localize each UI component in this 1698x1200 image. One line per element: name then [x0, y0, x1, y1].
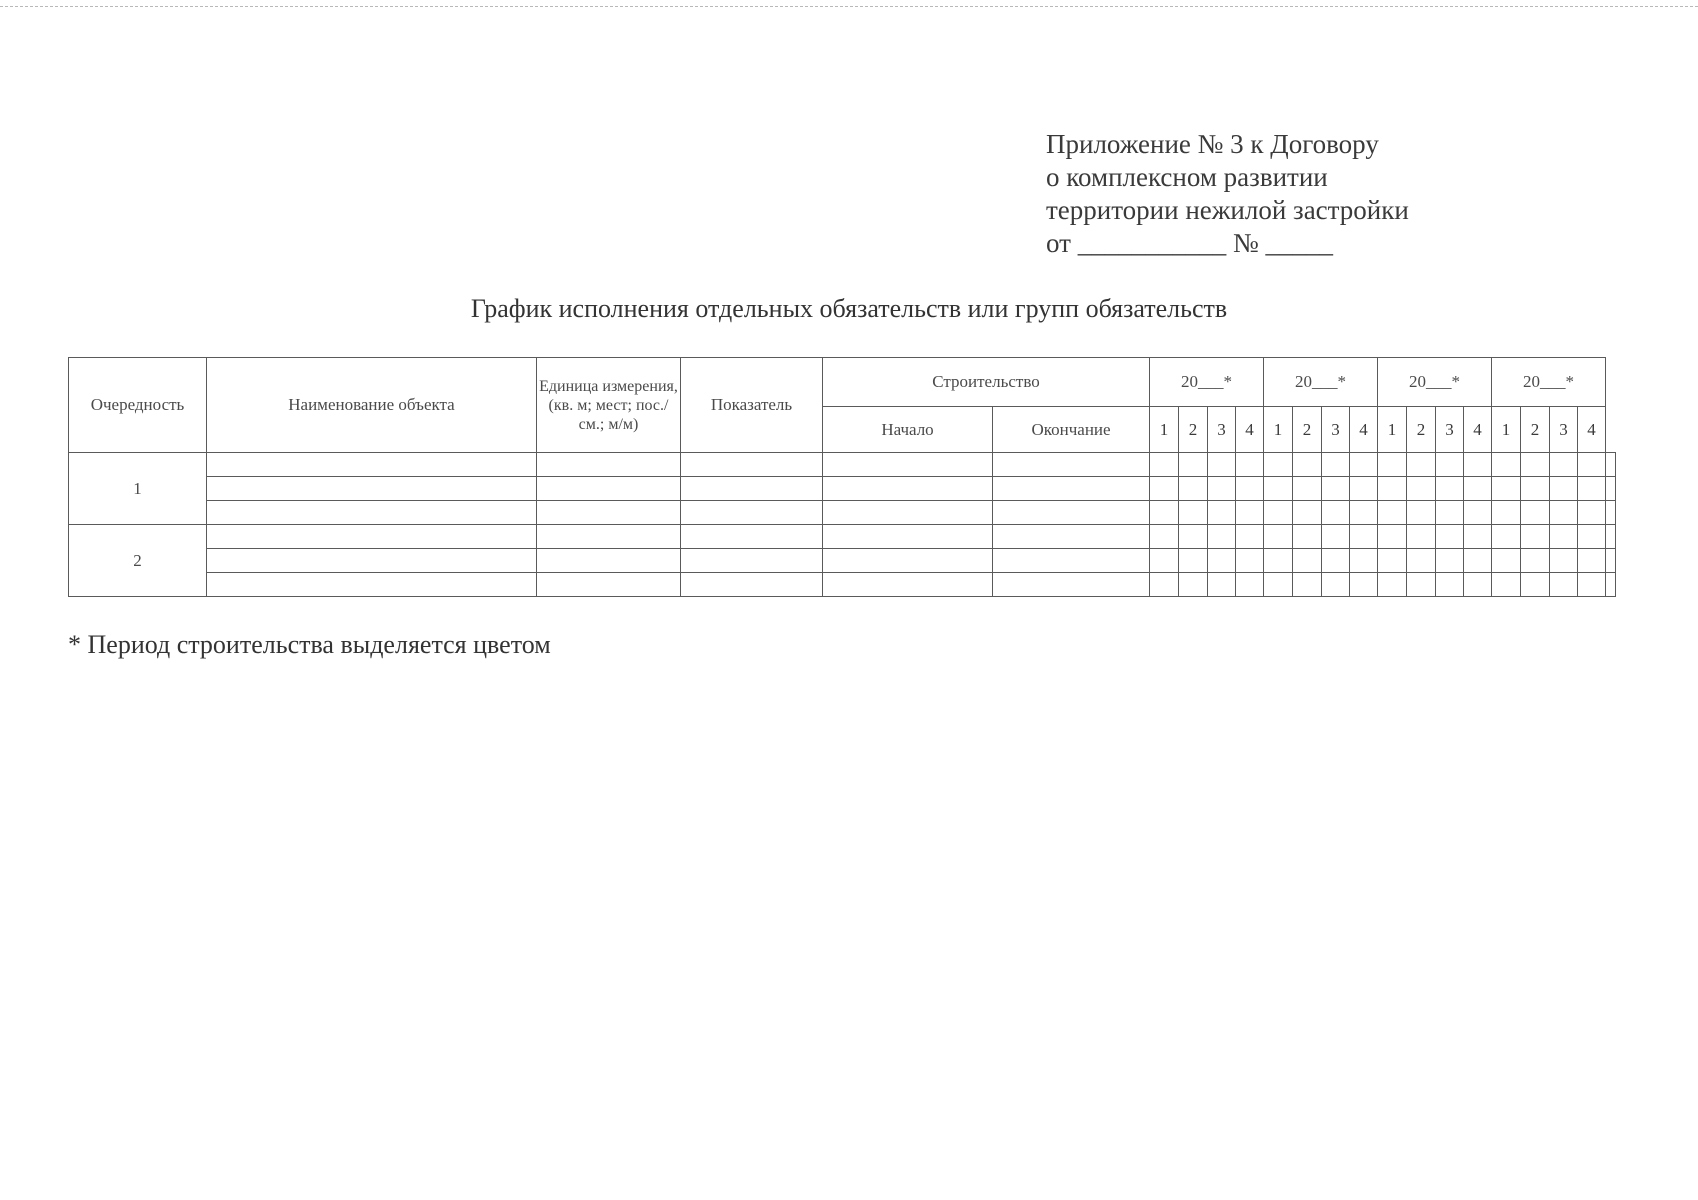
table-cell [1179, 477, 1208, 501]
table-cell [1550, 573, 1578, 597]
table-cell [1350, 501, 1378, 525]
header-order: Очередность [69, 358, 207, 453]
table-cell [1378, 525, 1407, 549]
table-cell [1407, 501, 1436, 525]
table-cell [1179, 453, 1208, 477]
appendix-header [1046, 128, 1409, 260]
table-cell [1492, 477, 1521, 501]
table-cell [207, 453, 537, 477]
table-cell [1578, 501, 1606, 525]
table-cell [1407, 573, 1436, 597]
quarter-label: 4 [1464, 407, 1492, 453]
table-cell [1236, 453, 1264, 477]
header-end: Окончание [993, 407, 1150, 453]
table-cell [1264, 573, 1293, 597]
table-cell [1464, 453, 1492, 477]
table-cell [1492, 501, 1521, 525]
table-cell [1350, 573, 1378, 597]
header-unit: Единица измерения, (кв. м; мест; пос./см.; м/м) [537, 358, 681, 453]
table-cell [1150, 525, 1179, 549]
table-cell [681, 453, 823, 477]
table-cell [1208, 453, 1236, 477]
table-cell [1521, 525, 1550, 549]
table-cell [1150, 501, 1179, 525]
table-cell [1436, 501, 1464, 525]
table-cell [1378, 453, 1407, 477]
table-cell [681, 573, 823, 597]
table-cell [1236, 525, 1264, 549]
table-cell [1521, 549, 1550, 573]
table-cell [1179, 573, 1208, 597]
quarter-label: 3 [1208, 407, 1236, 453]
table-cell [1521, 501, 1550, 525]
table-cell [1236, 549, 1264, 573]
table-cell [1264, 525, 1293, 549]
header-year-4: 20___* [1492, 358, 1606, 407]
appendix-line-1: Приложение № 3 к Договору [1046, 129, 1379, 159]
table-cell [1578, 477, 1606, 501]
quarter-label: 2 [1407, 407, 1436, 453]
header-year-2: 20___* [1264, 358, 1378, 407]
table-cell [1322, 573, 1350, 597]
table-cell [823, 501, 993, 525]
header-object-name: Наименование объекта [207, 358, 537, 453]
table-cell [537, 453, 681, 477]
table-cell [823, 573, 993, 597]
document-title: График исполнения отдельных обязательств или групп обязательств [470, 294, 1228, 323]
table-cell [537, 525, 681, 549]
table-cell [207, 501, 537, 525]
table-cell [1208, 549, 1236, 573]
quarter-label: 1 [1264, 407, 1293, 453]
table-cell [1436, 549, 1464, 573]
table-cell [1322, 453, 1350, 477]
table-cell [1492, 525, 1521, 549]
table-cell [1322, 501, 1350, 525]
table-cell [1150, 573, 1179, 597]
table-cell [1492, 549, 1521, 573]
quarter-label: 4 [1578, 407, 1606, 453]
table-cell [207, 477, 537, 501]
header-construction: Строительство [823, 358, 1150, 407]
table-cell [1550, 477, 1578, 501]
table-cell [1407, 549, 1436, 573]
table-cell [1208, 501, 1236, 525]
table-cell [1606, 501, 1616, 525]
table-cell [1264, 549, 1293, 573]
quarter-label: 2 [1293, 407, 1322, 453]
row-order-2: 2 [69, 525, 207, 597]
table-cell [1208, 573, 1236, 597]
table-cell [1150, 477, 1179, 501]
header-year-1: 20___* [1150, 358, 1264, 407]
table-cell [823, 453, 993, 477]
schedule-table [68, 357, 1616, 597]
table-cell [1436, 477, 1464, 501]
table-cell [1436, 525, 1464, 549]
table-cell [1293, 501, 1322, 525]
table-cell [537, 573, 681, 597]
table-cell [1464, 501, 1492, 525]
quarter-label: 2 [1521, 407, 1550, 453]
table-cell [823, 525, 993, 549]
header-start: Начало [823, 407, 993, 453]
table-cell [1378, 477, 1407, 501]
table-cell [681, 501, 823, 525]
table-cell [1407, 453, 1436, 477]
table-cell [1492, 573, 1521, 597]
table-cell [1378, 549, 1407, 573]
table-cell [1293, 549, 1322, 573]
table-cell [1378, 573, 1407, 597]
table-cell [1264, 477, 1293, 501]
scan-edge-line [0, 6, 1698, 7]
table-cell [823, 477, 993, 501]
table-cell [993, 549, 1150, 573]
table-cell [1436, 453, 1464, 477]
table-cell [993, 501, 1150, 525]
table-cell [1264, 501, 1293, 525]
header-indicator: Показатель [681, 358, 823, 453]
quarter-label: 3 [1550, 407, 1578, 453]
table-cell [681, 525, 823, 549]
table-cell [1606, 453, 1616, 477]
appendix-line-4: от ___________ № _____ [1046, 228, 1333, 258]
appendix-line-3: территории нежилой застройки [1046, 195, 1409, 225]
quarter-label: 3 [1322, 407, 1350, 453]
table-cell [1606, 573, 1616, 597]
quarter-label: 1 [1492, 407, 1521, 453]
table-cell [1350, 525, 1378, 549]
table-cell [1436, 573, 1464, 597]
table-cell [993, 453, 1150, 477]
table-cell [1578, 525, 1606, 549]
table-cell [993, 477, 1150, 501]
table-cell [1208, 525, 1236, 549]
table-cell [1464, 573, 1492, 597]
table-cell [1350, 549, 1378, 573]
table-cell [1521, 477, 1550, 501]
table-cell [1322, 549, 1350, 573]
table-cell [1150, 549, 1179, 573]
table-cell [1578, 573, 1606, 597]
table-cell [1550, 501, 1578, 525]
table-cell [1350, 453, 1378, 477]
table-cell [1606, 549, 1616, 573]
table-cell [1407, 477, 1436, 501]
quarter-label: 3 [1436, 407, 1464, 453]
table-cell [1407, 525, 1436, 549]
table-cell [681, 549, 823, 573]
table-cell [1179, 501, 1208, 525]
table-cell [993, 573, 1150, 597]
table-cell [1150, 453, 1179, 477]
table-cell [1264, 453, 1293, 477]
table-cell [1550, 549, 1578, 573]
table-cell [1236, 501, 1264, 525]
table-cell [1179, 525, 1208, 549]
table-cell [207, 573, 537, 597]
table-cell [1521, 453, 1550, 477]
table-cell [1322, 477, 1350, 501]
table-cell [681, 477, 823, 501]
table-cell [537, 477, 681, 501]
table-cell [207, 549, 537, 573]
table-cell [1550, 453, 1578, 477]
quarter-label: 2 [1179, 407, 1208, 453]
table-cell [993, 525, 1150, 549]
table-cell [1293, 525, 1322, 549]
quarter-label: 1 [1378, 407, 1407, 453]
table-cell [537, 549, 681, 573]
table-cell [1293, 453, 1322, 477]
table-cell [1236, 477, 1264, 501]
table-cell [537, 501, 681, 525]
table-cell [1464, 477, 1492, 501]
table-cell [1464, 549, 1492, 573]
table-cell [1606, 477, 1616, 501]
table-cell [1236, 573, 1264, 597]
table-cell [1293, 573, 1322, 597]
table-cell [1208, 477, 1236, 501]
footnote: * Период строительства выделяется цветом [68, 630, 551, 659]
table-cell [1578, 549, 1606, 573]
table-cell [1521, 573, 1550, 597]
header-year-3: 20___* [1378, 358, 1492, 407]
quarter-label: 4 [1350, 407, 1378, 453]
table-cell [1179, 549, 1208, 573]
table-cell [1378, 501, 1407, 525]
table-cell [1322, 525, 1350, 549]
quarter-label: 4 [1236, 407, 1264, 453]
table-cell [1293, 477, 1322, 501]
quarter-label: 1 [1150, 407, 1179, 453]
table-cell [1350, 477, 1378, 501]
table-cell [1606, 525, 1616, 549]
table-cell [1578, 453, 1606, 477]
row-order-1: 1 [69, 453, 207, 525]
table-cell [1492, 453, 1521, 477]
table-cell [1464, 525, 1492, 549]
table-cell [823, 549, 993, 573]
appendix-line-2: о комплексном развитии [1046, 162, 1328, 192]
table-cell [1550, 525, 1578, 549]
table-cell [207, 525, 537, 549]
